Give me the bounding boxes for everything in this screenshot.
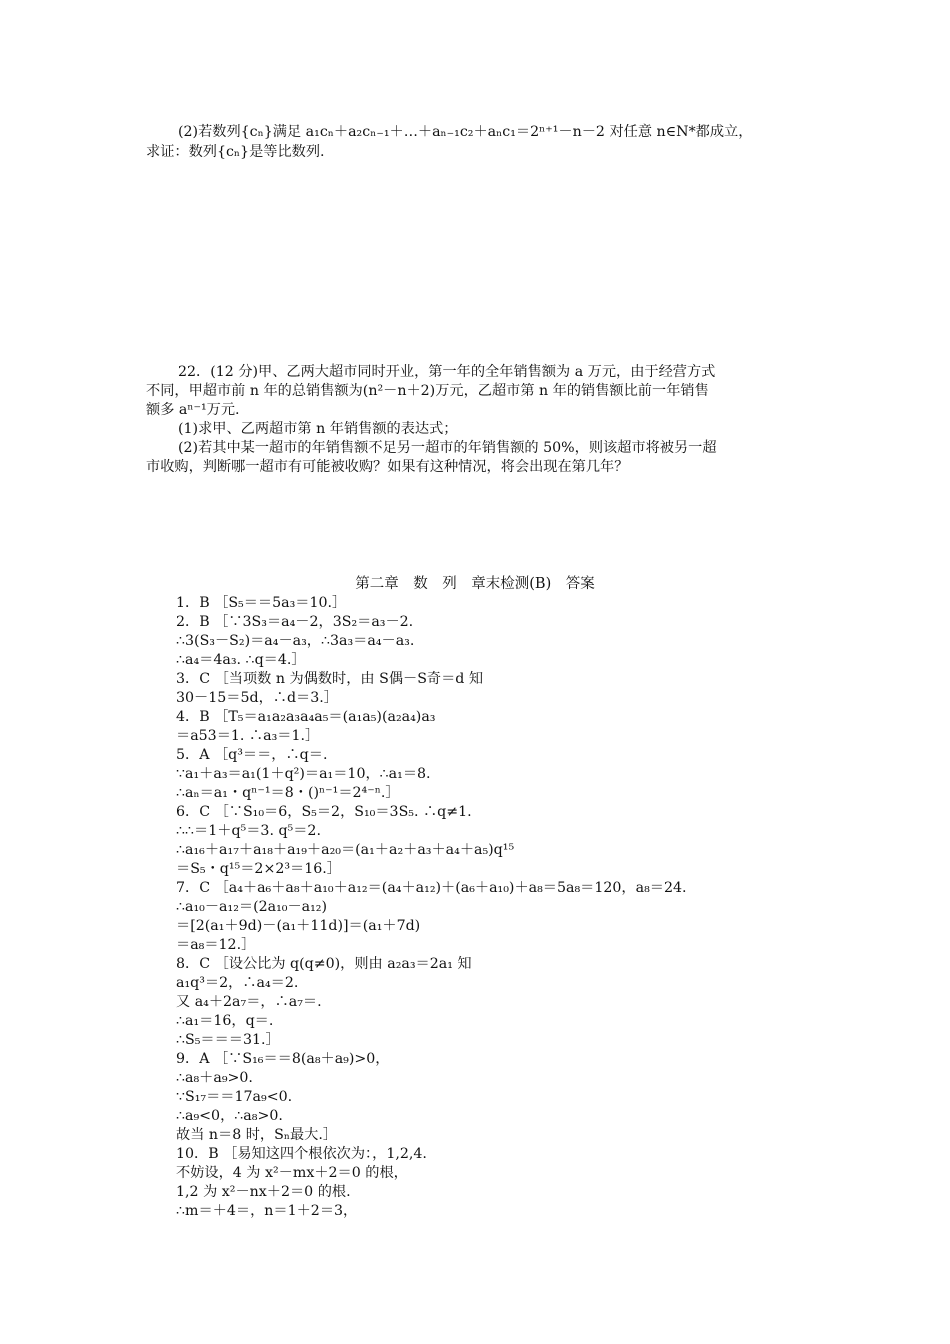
answer-line: 5．A ［q³＝＝，∴q＝. [176, 747, 328, 763]
answer-line: ∴aₙ＝a₁・qⁿ⁻¹＝8・()ⁿ⁻¹＝2⁴⁻ⁿ.］ [176, 785, 400, 801]
answer-line: ＝[2(a₁＋9d)－(a₁＋11d)]＝(a₁＋7d) [176, 918, 421, 934]
problem-22-line-2: 不同，甲超市前 n 年的总销售额为(n²－n＋2)万元，乙超市第 n 年的销售额比前一年销售 [146, 383, 709, 399]
answer-line: ∴a₉<0，∴a₈>0. [176, 1108, 283, 1124]
answer-line: 7．C ［a₄＋a₆＋a₈＋a₁₀＋a₁₂＝(a₄＋a₁₂)＋(a₆＋a₁₀)＋a₈＝5a₈＝120，a₈＝24. [176, 880, 687, 896]
answer-line: 6．C ［∵S₁₀＝6，S₅＝2，S₁₀＝3S₅. ∴q≠1. [176, 804, 472, 820]
answer-line: ＝a₈＝12.］ [176, 937, 256, 953]
problem-22-line-4: (1)求甲、乙两超市第 n 年销售额的表达式； [178, 421, 458, 437]
answer-line: ∴a₁＝16，q＝. [176, 1013, 274, 1029]
answer-line: 又 a₄＋2a₇＝，∴a₇＝. [176, 994, 322, 1010]
answer-line: 不妨设，4 为 x²－mx＋2＝0 的根， [176, 1165, 408, 1181]
answer-line: 30－15＝5d，∴d＝3.］ [176, 690, 338, 706]
answer-line: 故当 n＝8 时，Sₙ最大.］ [176, 1127, 338, 1143]
answer-line: ∴∴＝1＋q⁵＝3. q⁵＝2. [176, 823, 321, 839]
problem-21-part2-line-2: 求证：数列{cₙ}是等比数列. [146, 144, 325, 160]
answer-line: ∴a₄＝4a₃. ∴q＝4.］ [176, 652, 306, 668]
answer-line: 4．B ［T₅＝a₁a₂a₃a₄a₅＝(a₁a₅)(a₂a₄)a₃ [176, 709, 436, 725]
answer-title: 第二章 数 列 章末检测(B) 答案 [355, 576, 595, 592]
problem-22-line-5: (2)若其中某一超市的年销售额不足另一超市的年销售额的 50%，则该超市将被另一超 [178, 440, 717, 456]
answer-line: 10．B ［易知这四个根依次为：，1,2,4. [176, 1146, 427, 1162]
answer-line: ∴a₈＋a₉>0. [176, 1070, 253, 1086]
answer-line: ∴S₅＝＝＝31.］ [176, 1032, 280, 1048]
problem-22-line-1: 22．(12 分)甲、乙两大超市同时开业，第一年的全年销售额为 a 万元，由于经营方式 [178, 364, 716, 380]
answer-line: 2．B ［∵3S₃＝a₄－2，3S₂＝a₃－2. [176, 614, 414, 630]
problem-21-part2-line-1: (2)若数列{cₙ}满足 a₁cₙ＋a₂cₙ₋₁＋…＋aₙ₋₁c₂＋aₙc₁＝2ⁿ⁺¹－n－2 对任意 n∈N*都成立， [178, 124, 753, 140]
answer-line: ＝a53＝1. ∴a₃＝1.］ [176, 728, 320, 744]
problem-22-line-6: 市收购，判断哪一超市有可能被收购？如果有这种情况，将会出现在第几年？ [146, 459, 629, 475]
answer-line: ∴a₁₆＋a₁₇＋a₁₈＋a₁₉＋a₂₀＝(a₁＋a₂＋a₃＋a₄＋a₅)q¹⁵ [176, 842, 515, 858]
problem-22-line-3: 额多 aⁿ⁻¹万元. [146, 402, 240, 418]
answer-line: 3．C ［当项数 n 为偶数时，由 S偶－S奇＝d 知 [176, 671, 484, 687]
answer-line: ＝S₅・q¹⁵＝2×2³＝16.］ [176, 861, 341, 877]
answer-line: 8．C ［设公比为 q(q≠0)，则由 a₂a₃＝2a₁ 知 [176, 956, 472, 972]
answer-line: a₁q³＝2，∴a₄＝2. [176, 975, 299, 991]
answer-line: 1．B ［S₅＝＝5a₃＝10.］ [176, 595, 347, 611]
answer-line: 9．A ［∵S₁₆＝＝8(a₈＋a₉)>0， [176, 1051, 390, 1067]
answer-line: ∵a₁＋a₃＝a₁(1＋q²)＝a₁＝10，∴a₁＝8. [176, 766, 431, 782]
answer-line: 1,2 为 x²－nx＋2＝0 的根. [176, 1184, 351, 1200]
answer-line: ∵S₁₇＝＝17a₉<0. [176, 1089, 293, 1105]
answer-line: ∴3(S₃－S₂)＝a₄－a₃，∴3a₃＝a₄－a₃. [176, 633, 415, 649]
answer-line: ∴a₁₀－a₁₂＝(2a₁₀－a₁₂) [176, 899, 328, 915]
answer-line: ∴m＝＋4＝，n＝1＋2＝3， [176, 1203, 358, 1219]
